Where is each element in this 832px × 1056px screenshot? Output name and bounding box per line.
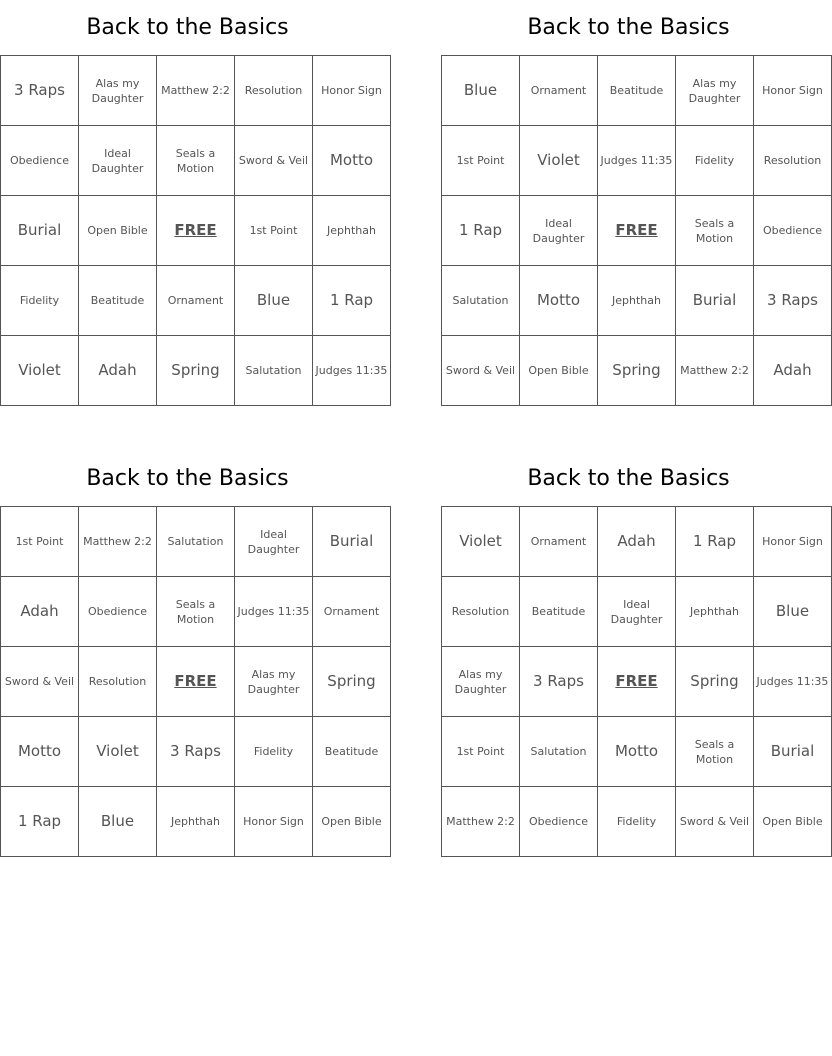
bingo-cell: Ideal Daughter <box>598 577 676 647</box>
bingo-cell: Fidelity <box>598 787 676 857</box>
bingo-cell: Judges 11:35 <box>235 577 313 647</box>
bingo-card-2 <box>441 0 823 406</box>
bingo-cell: 1 Rap <box>442 196 520 266</box>
bingo-cell: Jephthah <box>313 196 391 266</box>
bingo-cell: Salutation <box>442 266 520 336</box>
grid-row <box>442 196 832 266</box>
grid-row <box>442 507 832 577</box>
bingo-grid <box>0 506 391 857</box>
bingo-cell: 1st Point <box>235 196 313 266</box>
bingo-cell: Ornament <box>520 507 598 577</box>
bingo-cell: Seals a Motion <box>676 196 754 266</box>
bingo-cell: Violet <box>79 717 157 787</box>
bingo-cell: Ideal Daughter <box>235 507 313 577</box>
bingo-cell: Adah <box>1 577 79 647</box>
grid-row <box>1 56 391 126</box>
bingo-cell: 1 Rap <box>676 507 754 577</box>
bingo-cell: Beatitude <box>313 717 391 787</box>
bingo-cell: Salutation <box>520 717 598 787</box>
bingo-cell: Jephthah <box>676 577 754 647</box>
bingo-grid <box>0 55 391 406</box>
bingo-cell: Violet <box>442 507 520 577</box>
bingo-cell: Matthew 2:2 <box>79 507 157 577</box>
bingo-cell: Adah <box>79 336 157 406</box>
bingo-cell: Jephthah <box>157 787 235 857</box>
bingo-cell: Ideal Daughter <box>520 196 598 266</box>
bingo-cell: Obedience <box>79 577 157 647</box>
bingo-cell: Ornament <box>520 56 598 126</box>
bingo-cell: Blue <box>754 577 832 647</box>
card-title: Back to the Basics <box>86 15 289 40</box>
bingo-cell: 1st Point <box>442 717 520 787</box>
bingo-cell: Motto <box>520 266 598 336</box>
bingo-cell: Seals a Motion <box>157 126 235 196</box>
free-space: FREE <box>157 647 235 717</box>
bingo-cell: Alas my Daughter <box>442 647 520 717</box>
grid-row <box>1 126 391 196</box>
bingo-cell: 3 Raps <box>157 717 235 787</box>
grid-row <box>442 717 832 787</box>
bingo-cell: Sword & Veil <box>1 647 79 717</box>
grid-row <box>442 577 832 647</box>
grid-row <box>1 266 391 336</box>
free-space: FREE <box>598 647 676 717</box>
bingo-cell: Ideal Daughter <box>79 126 157 196</box>
grid-row <box>442 787 832 857</box>
bingo-cell: Honor Sign <box>754 56 832 126</box>
bingo-cell: Fidelity <box>1 266 79 336</box>
bingo-cell: Seals a Motion <box>676 717 754 787</box>
bingo-cell: Open Bible <box>313 787 391 857</box>
bingo-cell: Sword & Veil <box>235 126 313 196</box>
bingo-cell: Salutation <box>235 336 313 406</box>
bingo-cell: Obedience <box>1 126 79 196</box>
bingo-cell: 3 Raps <box>1 56 79 126</box>
bingo-cell: Spring <box>598 336 676 406</box>
bingo-cell: 3 Raps <box>520 647 598 717</box>
free-space: FREE <box>598 196 676 266</box>
bingo-cell: Motto <box>598 717 676 787</box>
bingo-cell: Matthew 2:2 <box>442 787 520 857</box>
bingo-cell: Resolution <box>754 126 832 196</box>
bingo-grid <box>441 55 832 406</box>
bingo-cell: 1st Point <box>442 126 520 196</box>
grid-row <box>1 507 391 577</box>
bingo-cell: Beatitude <box>520 577 598 647</box>
bingo-cell: Obedience <box>520 787 598 857</box>
bingo-cell: Open Bible <box>520 336 598 406</box>
bingo-cell: Salutation <box>157 507 235 577</box>
bingo-cell: Beatitude <box>79 266 157 336</box>
bingo-cell: Motto <box>1 717 79 787</box>
bingo-cell: 3 Raps <box>754 266 832 336</box>
grid-row <box>1 577 391 647</box>
bingo-cell: Sword & Veil <box>442 336 520 406</box>
bingo-cell: Alas my Daughter <box>676 56 754 126</box>
bingo-cell: Ornament <box>157 266 235 336</box>
bingo-cell: Resolution <box>442 577 520 647</box>
bingo-cell: Alas my Daughter <box>235 647 313 717</box>
bingo-cell: Judges 11:35 <box>313 336 391 406</box>
bingo-cell: Adah <box>598 507 676 577</box>
bingo-cell: Jephthah <box>598 266 676 336</box>
bingo-cell: Burial <box>754 717 832 787</box>
bingo-cell: Resolution <box>235 56 313 126</box>
bingo-cell: Honor Sign <box>235 787 313 857</box>
grid-row <box>442 56 832 126</box>
bingo-cell: 1 Rap <box>313 266 391 336</box>
bingo-cell: Burial <box>676 266 754 336</box>
grid-row <box>442 266 832 336</box>
bingo-cell: Judges 11:35 <box>754 647 832 717</box>
bingo-cell: Blue <box>442 56 520 126</box>
bingo-cell: Spring <box>313 647 391 717</box>
bingo-cell: Blue <box>235 266 313 336</box>
grid-row <box>1 717 391 787</box>
bingo-cell: Violet <box>1 336 79 406</box>
grid-row <box>442 647 832 717</box>
bingo-card-1 <box>0 0 388 406</box>
bingo-cell: Honor Sign <box>313 56 391 126</box>
bingo-grid <box>441 506 832 857</box>
bingo-cell: 1 Rap <box>1 787 79 857</box>
card-title: Back to the Basics <box>527 15 730 40</box>
bingo-cell: Adah <box>754 336 832 406</box>
bingo-cell: Fidelity <box>235 717 313 787</box>
bingo-cell: Ornament <box>313 577 391 647</box>
bingo-cell: Judges 11:35 <box>598 126 676 196</box>
card-title: Back to the Basics <box>527 466 730 491</box>
bingo-cell: Open Bible <box>79 196 157 266</box>
card-title: Back to the Basics <box>86 466 289 491</box>
bingo-cell: Burial <box>1 196 79 266</box>
bingo-cell: Beatitude <box>598 56 676 126</box>
free-space: FREE <box>157 196 235 266</box>
grid-row <box>1 196 391 266</box>
bingo-cell: Violet <box>520 126 598 196</box>
bingo-cell: Honor Sign <box>754 507 832 577</box>
grid-row <box>1 647 391 717</box>
bingo-cell: Resolution <box>79 647 157 717</box>
bingo-cell: Seals a Motion <box>157 577 235 647</box>
grid-row <box>1 336 391 406</box>
bingo-cell: Matthew 2:2 <box>676 336 754 406</box>
bingo-cell: Burial <box>313 507 391 577</box>
bingo-cell: Blue <box>79 787 157 857</box>
bingo-cell: Fidelity <box>676 126 754 196</box>
bingo-cell: Spring <box>676 647 754 717</box>
grid-row <box>442 336 832 406</box>
bingo-cell: Obedience <box>754 196 832 266</box>
bingo-cell: Sword & Veil <box>676 787 754 857</box>
grid-row <box>1 787 391 857</box>
bingo-cell: Open Bible <box>754 787 832 857</box>
bingo-cell: Matthew 2:2 <box>157 56 235 126</box>
bingo-cell: Alas my Daughter <box>79 56 157 126</box>
bingo-card-3 <box>0 451 382 857</box>
bingo-cell: 1st Point <box>1 507 79 577</box>
bingo-cell: Motto <box>313 126 391 196</box>
bingo-cell: Spring <box>157 336 235 406</box>
grid-row <box>442 126 832 196</box>
bingo-card-4 <box>441 451 829 857</box>
